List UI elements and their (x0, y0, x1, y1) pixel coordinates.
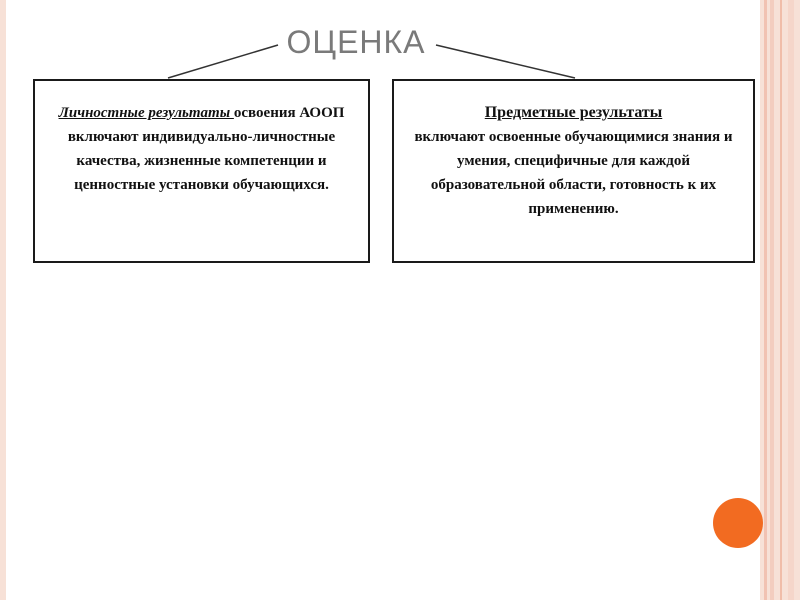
connector-right (436, 45, 575, 78)
accent-circle (713, 498, 763, 548)
personal-results-text: освоения АООП включают индивидуально-личностные качества, жизненные компетенции и ценностные установки обучающихся. (67, 105, 345, 193)
subject-results-heading: Предметные результаты (484, 104, 663, 121)
subject-results-text: включают освоенные обучающимися знания и умения, специфичные для каждой образовательной области, готовность к их применению. (414, 129, 733, 217)
subject-results-box (392, 79, 755, 263)
slide-title: ОЦЕНКА (286, 24, 426, 60)
personal-results-box (33, 79, 370, 263)
personal-results-heading: Личностные результаты (58, 105, 234, 121)
connector-left (168, 45, 278, 78)
